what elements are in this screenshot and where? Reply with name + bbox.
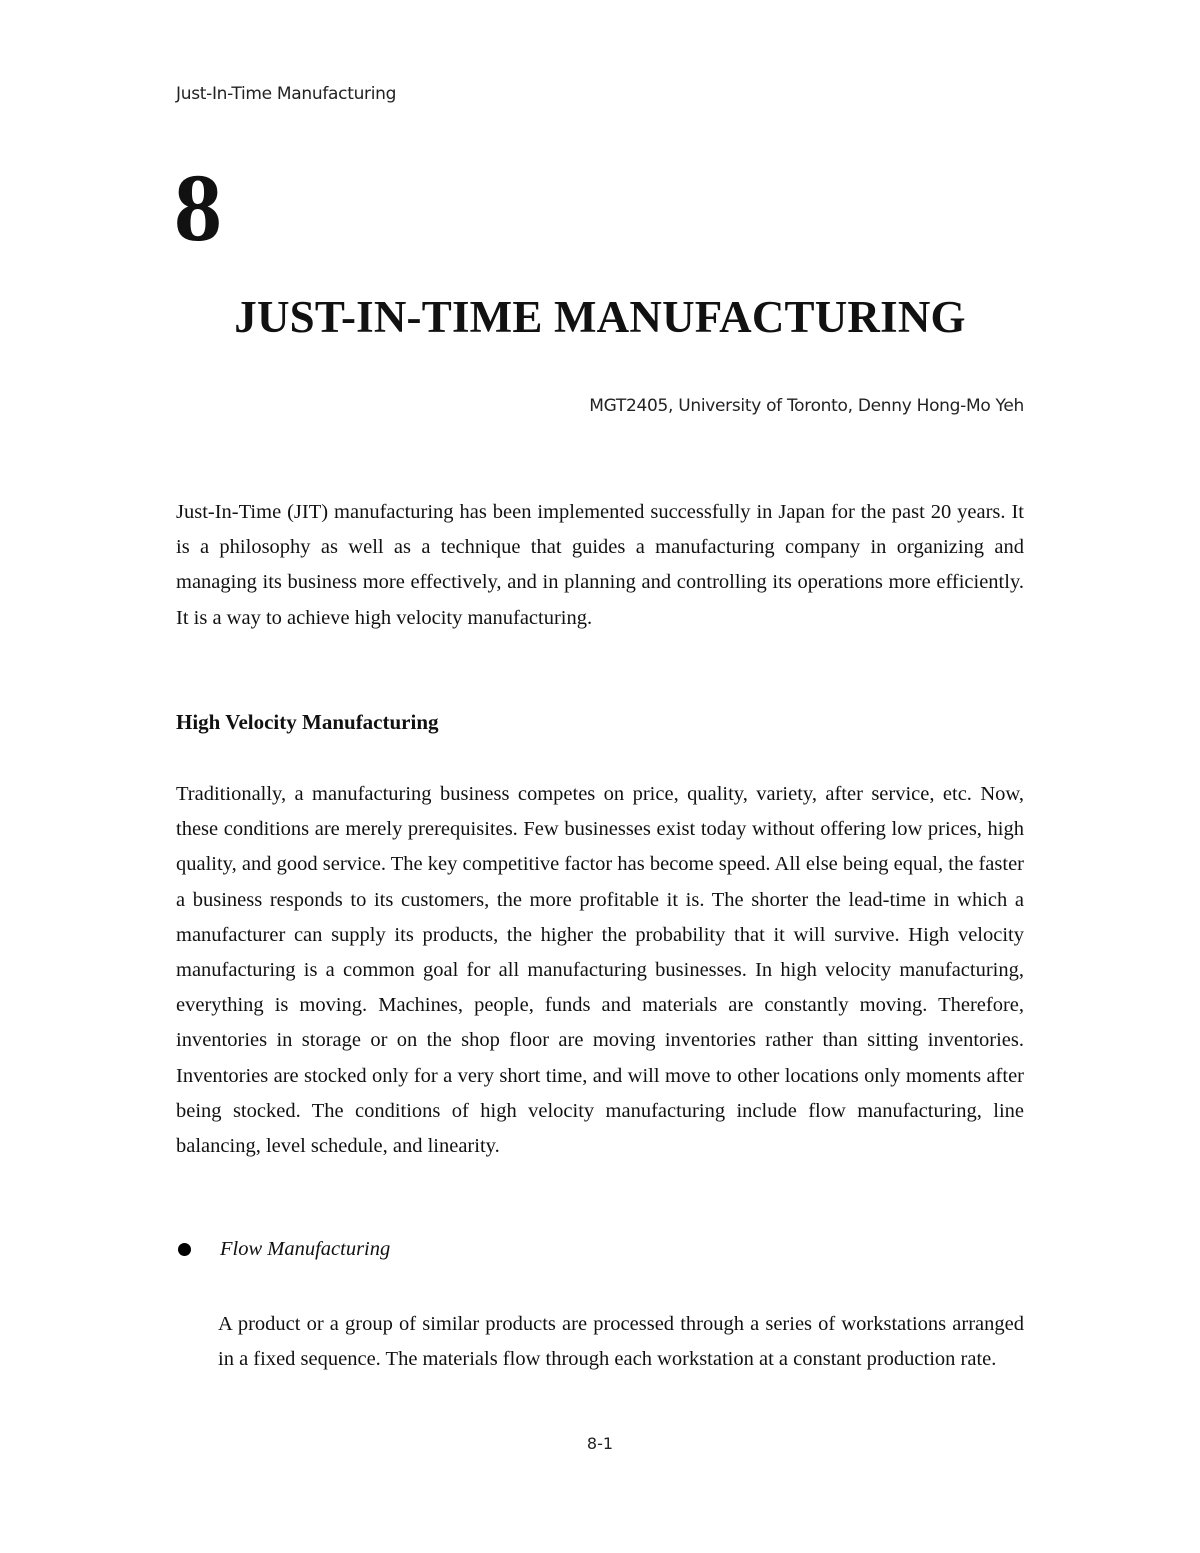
chapter-number: 8 bbox=[174, 154, 222, 261]
bullet-icon bbox=[178, 1243, 191, 1256]
bullet-item bbox=[176, 1238, 390, 1261]
bullet-label: Flow Manufacturing bbox=[220, 1238, 391, 1260]
page-number: 8-1 bbox=[586, 1434, 614, 1453]
bullet-paragraph: A product or a group of similar products are processed through a series of workstations arranged in a fixed sequence. The materials flow through each workstation at a constant production rate. bbox=[218, 1313, 1024, 1371]
running-header: Just-In-Time Manufacturing bbox=[176, 84, 397, 104]
section-paragraph: Traditionally, a manufacturing business competes on price, quality, variety, after service, etc. Now, these conditions are merely prerequisites. Few businesses exist today without offering low prices, high quality, and good service. The key competitive factor has become speed. All else being equal, the faster a business responds to its customers, the more profitable it is. The shorter the lead-time in which a manufacturer can supply its products, the higher the probability that it will survive. High velocity manufacturing is a common goal for all manufacturing businesses. In high velocity manufacturing, everything is moving. Machines, people, funds and materials are constantly moving. Therefore, inventories in storage or on the shop floor are moving inventories rather than sitting inventories. Inventories are stocked only for a very short time, and will move to other locations only moments after being stocked. The conditions of high velocity manufacturing include flow manufacturing, line balancing, level schedule, and linearity. bbox=[176, 783, 1024, 1158]
course-attribution: MGT2405, University of Toronto, Denny Hong-Mo Yeh bbox=[589, 396, 1024, 416]
intro-paragraph: Just-In-Time (JIT) manufacturing has been implemented successfully in Japan for the past 20 years. It is a philosophy as well as a technique that guides a manufacturing company in organizing and managing its business more effectively, and in planning and controlling its operations more efficiently. It is a way to achieve high velocity manufacturing. bbox=[176, 501, 1024, 629]
chapter-title: JUST-IN-TIME MANUFACTURING bbox=[234, 292, 966, 342]
section-heading: High Velocity Manufacturing bbox=[176, 710, 439, 734]
